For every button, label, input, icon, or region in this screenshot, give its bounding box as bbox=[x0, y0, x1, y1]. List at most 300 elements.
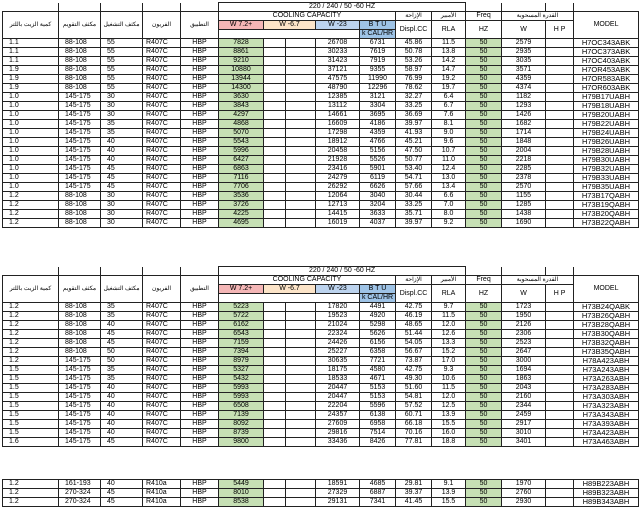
cell-rla: 11.5 bbox=[432, 312, 466, 321]
cell-hz: 50 bbox=[466, 402, 502, 411]
cell-btu: 48790 bbox=[316, 84, 360, 93]
cell-kcal: 5901 bbox=[360, 165, 396, 174]
cell-displ: 57.52 bbox=[396, 402, 432, 411]
cell-evap-temp: 88-108 bbox=[59, 312, 101, 321]
cell-w72: 5722 bbox=[219, 312, 264, 321]
cell-w72: 3726 bbox=[219, 201, 264, 210]
cell-model: H73A463ABH bbox=[574, 438, 639, 447]
cell-oil: 1.2 bbox=[3, 201, 59, 210]
cell-w72: 5993 bbox=[219, 384, 264, 393]
cell-displ: 49.30 bbox=[396, 375, 432, 384]
cell-btu: 24279 bbox=[316, 174, 360, 183]
empty-cell bbox=[264, 111, 286, 120]
empty-cell bbox=[286, 138, 316, 147]
table-row bbox=[3, 138, 639, 147]
cell-hz: 50 bbox=[466, 147, 502, 156]
cell-model: H73A323ABH bbox=[574, 402, 639, 411]
table-row bbox=[3, 480, 639, 489]
cell-w72: 3536 bbox=[219, 192, 264, 201]
cell-hz: 50 bbox=[466, 93, 502, 102]
cell-application: HBP bbox=[181, 321, 219, 330]
empty-cell bbox=[546, 57, 574, 66]
cell-kcal: 6887 bbox=[360, 489, 396, 498]
empty-cell bbox=[286, 102, 316, 111]
cell-w72: 5327 bbox=[219, 366, 264, 375]
cell-displ: 45.21 bbox=[396, 138, 432, 147]
cell-freon: R407C bbox=[143, 120, 181, 129]
cell-oil: 1.6 bbox=[3, 438, 59, 447]
cell-freon: R407C bbox=[143, 357, 181, 366]
cell-oil: 1.0 bbox=[3, 102, 59, 111]
cell-watt: 1690 bbox=[502, 219, 546, 228]
cell-kcal: 11990 bbox=[360, 75, 396, 84]
table-row bbox=[3, 366, 639, 375]
cell-rla: 9.7 bbox=[432, 303, 466, 312]
cell-w72: 6863 bbox=[219, 165, 264, 174]
cell-watt: 1723 bbox=[502, 303, 546, 312]
cell-rla: 9.1 bbox=[432, 480, 466, 489]
empty-cell bbox=[546, 147, 574, 156]
cell-oil: 1.2 bbox=[3, 498, 59, 507]
cell-w72: 14300 bbox=[219, 84, 264, 93]
cell-rla: 18.8 bbox=[432, 438, 466, 447]
voltage-title-2: 220 / 240 / 50 -60 HZ bbox=[219, 267, 466, 276]
empty-cell bbox=[264, 402, 286, 411]
cell-model: H79B20UABH bbox=[574, 111, 639, 120]
cell-freon: R407C bbox=[143, 138, 181, 147]
cell-w72: 8739 bbox=[219, 429, 264, 438]
model-header: MODEL bbox=[574, 12, 639, 39]
cell-hz: 50 bbox=[466, 330, 502, 339]
cell-displ: 54.81 bbox=[396, 393, 432, 402]
empty-cell bbox=[546, 438, 574, 447]
cell-oil: 1.5 bbox=[3, 366, 59, 375]
cell-kcal: 5153 bbox=[360, 384, 396, 393]
cell-hz: 50 bbox=[466, 102, 502, 111]
empty-cell bbox=[264, 357, 286, 366]
cell-kcal: 4920 bbox=[360, 312, 396, 321]
table-row bbox=[3, 201, 639, 210]
cell-w72: 7116 bbox=[219, 174, 264, 183]
cell-displ: 56.67 bbox=[396, 348, 432, 357]
cell-evap-temp: 145-175 bbox=[59, 165, 101, 174]
cell-kcal: 5156 bbox=[360, 147, 396, 156]
table-row bbox=[3, 102, 639, 111]
empty-cell bbox=[546, 348, 574, 357]
oil-header: كمية الزيت باللتر bbox=[3, 12, 59, 39]
cell-freon: R407C bbox=[143, 165, 181, 174]
cell-oil: 1.2 bbox=[3, 357, 59, 366]
cell-model: H73B26QABH bbox=[574, 312, 639, 321]
cell-w72: 8538 bbox=[219, 498, 264, 507]
cell-watt: 2043 bbox=[502, 384, 546, 393]
empty-cell bbox=[286, 210, 316, 219]
table-row bbox=[3, 165, 639, 174]
cell-rla: 13.3 bbox=[432, 339, 466, 348]
table-row bbox=[3, 375, 639, 384]
cell-btu: 21928 bbox=[316, 156, 360, 165]
empty-cell bbox=[264, 480, 286, 489]
cell-model: H79B24UABH bbox=[574, 129, 639, 138]
cell-kcal: 6119 bbox=[360, 174, 396, 183]
cell-hz: 50 bbox=[466, 192, 502, 201]
cell-oil: 1.0 bbox=[3, 129, 59, 138]
empty-cell bbox=[546, 102, 574, 111]
cell-displ: 76.99 bbox=[396, 75, 432, 84]
cell-freon: R407C bbox=[143, 156, 181, 165]
cell-btu: 16019 bbox=[316, 219, 360, 228]
cell-rla: 12.6 bbox=[432, 330, 466, 339]
empty-cell bbox=[286, 321, 316, 330]
cell-btu: 20447 bbox=[316, 384, 360, 393]
cell-oil: 1.0 bbox=[3, 165, 59, 174]
cell-btu: 20447 bbox=[316, 393, 360, 402]
cell-kcal: 7619 bbox=[360, 48, 396, 57]
cell-btu: 31423 bbox=[316, 57, 360, 66]
cell-displ: 30.44 bbox=[396, 192, 432, 201]
cell-freon: R410a bbox=[143, 498, 181, 507]
cell-watt: 2523 bbox=[502, 339, 546, 348]
cell-kcal: 3304 bbox=[360, 102, 396, 111]
cell-freon: R407C bbox=[143, 375, 181, 384]
cell-freon: R407C bbox=[143, 48, 181, 57]
cell-hz: 50 bbox=[466, 357, 502, 366]
cell-oil: 1.2 bbox=[3, 312, 59, 321]
cell-w72: 5543 bbox=[219, 138, 264, 147]
cell-oil: 1.5 bbox=[3, 429, 59, 438]
cell-kcal: 6731 bbox=[360, 39, 396, 48]
table-row bbox=[3, 489, 639, 498]
empty-cell bbox=[264, 147, 286, 156]
cell-w72: 5432 bbox=[219, 375, 264, 384]
table-row bbox=[3, 57, 639, 66]
cell-evap-temp: 145-175 bbox=[59, 156, 101, 165]
cell-freon: R407C bbox=[143, 348, 181, 357]
empty-cell bbox=[286, 411, 316, 420]
cell-application: HBP bbox=[181, 420, 219, 429]
empty-cell bbox=[546, 420, 574, 429]
cell-watt: 4359 bbox=[502, 75, 546, 84]
cell-kcal: 9355 bbox=[360, 66, 396, 75]
cell-oil: 1.5 bbox=[3, 411, 59, 420]
empty-cell bbox=[264, 201, 286, 210]
cell-evap-temp: 145-175 bbox=[59, 411, 101, 420]
cell-rla: 7.6 bbox=[432, 111, 466, 120]
cell-model: H7OR583ABK bbox=[574, 75, 639, 84]
empty-cell bbox=[264, 84, 286, 93]
cell-oil: 1.5 bbox=[3, 393, 59, 402]
cell-hz: 50 bbox=[466, 66, 502, 75]
cell-btu: 23416 bbox=[316, 165, 360, 174]
cell-model: H89B323ABH bbox=[574, 489, 639, 498]
cell-watt: 3010 bbox=[502, 429, 546, 438]
cell-freon: R407C bbox=[143, 411, 181, 420]
cell-rla: 12.4 bbox=[432, 165, 466, 174]
cell-kcal: 7919 bbox=[360, 57, 396, 66]
cell-oil: 1.2 bbox=[3, 330, 59, 339]
cell-btu: 25227 bbox=[316, 348, 360, 357]
cell-w72: 8010 bbox=[219, 489, 264, 498]
cell-cond: 45 bbox=[101, 489, 143, 498]
cell-displ: 33.25 bbox=[396, 102, 432, 111]
cell-w72: 5070 bbox=[219, 129, 264, 138]
cell-hz: 50 bbox=[466, 75, 502, 84]
cell-evap-temp: 88-108 bbox=[59, 66, 101, 75]
cell-application: HBP bbox=[181, 348, 219, 357]
cell-watt: 2459 bbox=[502, 411, 546, 420]
cell-kcal: 3040 bbox=[360, 192, 396, 201]
cell-application: HBP bbox=[181, 111, 219, 120]
cell-cond: 55 bbox=[101, 75, 143, 84]
hp-header: H P bbox=[546, 285, 574, 303]
cell-btu: 22324 bbox=[316, 330, 360, 339]
cell-watt: 1682 bbox=[502, 120, 546, 129]
cell-watt: 1694 bbox=[502, 366, 546, 375]
cell-btu: 26292 bbox=[316, 183, 360, 192]
cell-btu: 13112 bbox=[316, 102, 360, 111]
cell-hz: 50 bbox=[466, 375, 502, 384]
cell-hz: 50 bbox=[466, 411, 502, 420]
cell-hz: 50 bbox=[466, 480, 502, 489]
cell-rla: 13.8 bbox=[432, 48, 466, 57]
cell-application: HBP bbox=[181, 201, 219, 210]
cell-evap-temp: 88-108 bbox=[59, 192, 101, 201]
cell-rla: 12.0 bbox=[432, 321, 466, 330]
cell-cond: 40 bbox=[101, 402, 143, 411]
cell-application: HBP bbox=[181, 339, 219, 348]
cell-hz: 50 bbox=[466, 498, 502, 507]
cell-evap-temp: 88-108 bbox=[59, 339, 101, 348]
cell-watt: 1182 bbox=[502, 93, 546, 102]
w72-header: W 7.2+ bbox=[219, 285, 264, 294]
cell-cond: 40 bbox=[101, 393, 143, 402]
empty-cell bbox=[546, 303, 574, 312]
compressor-table-1 bbox=[2, 2, 639, 228]
cell-watt: 3571 bbox=[502, 66, 546, 75]
cell-displ: 33.25 bbox=[396, 201, 432, 210]
cell-evap-temp: 145-175 bbox=[59, 420, 101, 429]
table-row bbox=[3, 48, 639, 57]
empty-cell bbox=[286, 183, 316, 192]
empty-cell bbox=[286, 39, 316, 48]
cell-kcal: 7721 bbox=[360, 357, 396, 366]
cell-w72: 4868 bbox=[219, 120, 264, 129]
cell-rla: 10.7 bbox=[432, 147, 466, 156]
cell-hz: 50 bbox=[466, 201, 502, 210]
w-header: W bbox=[502, 285, 546, 303]
cell-evap-temp: 145-175 bbox=[59, 393, 101, 402]
cell-freon: R407C bbox=[143, 330, 181, 339]
cell-w72: 7706 bbox=[219, 183, 264, 192]
cell-displ: 36.69 bbox=[396, 111, 432, 120]
empty-cell bbox=[264, 411, 286, 420]
cell-oil: 1.9 bbox=[3, 66, 59, 75]
cell-btu: 29131 bbox=[316, 498, 360, 507]
cell-freon: R407C bbox=[143, 183, 181, 192]
cell-w72: 6162 bbox=[219, 321, 264, 330]
cell-model: H78A423ABH bbox=[574, 357, 639, 366]
cell-cond: 30 bbox=[101, 111, 143, 120]
cell-model: H79B26UABH bbox=[574, 138, 639, 147]
cell-btu: 26708 bbox=[316, 39, 360, 48]
cell-btu: 17820 bbox=[316, 303, 360, 312]
displ-ar-header: الإزاحة bbox=[396, 276, 432, 285]
cell-cond: 55 bbox=[101, 84, 143, 93]
cell-freon: R407C bbox=[143, 420, 181, 429]
cell-rla: 19.2 bbox=[432, 75, 466, 84]
cell-model: H73B32QABH bbox=[574, 339, 639, 348]
cell-btu: 47575 bbox=[316, 75, 360, 84]
cell-model: H73B30QABH bbox=[574, 330, 639, 339]
cell-watt: 1155 bbox=[502, 192, 546, 201]
cell-application: HBP bbox=[181, 192, 219, 201]
cooling-capacity-header: COOLING CAPACITY bbox=[219, 12, 396, 21]
cell-hz: 50 bbox=[466, 393, 502, 402]
cell-application: HBP bbox=[181, 375, 219, 384]
cell-kcal: 6626 bbox=[360, 183, 396, 192]
cell-kcal: 5596 bbox=[360, 402, 396, 411]
cell-btu: 30233 bbox=[316, 48, 360, 57]
cell-cond: 40 bbox=[101, 480, 143, 489]
empty-cell bbox=[286, 165, 316, 174]
cell-rla: 11.0 bbox=[432, 156, 466, 165]
cell-cond: 40 bbox=[101, 321, 143, 330]
cell-rla: 15.5 bbox=[432, 420, 466, 429]
empty-cell bbox=[264, 339, 286, 348]
cell-cond: 30 bbox=[101, 201, 143, 210]
cell-cond: 30 bbox=[101, 93, 143, 102]
cell-btu: 18591 bbox=[316, 480, 360, 489]
empty-cell bbox=[546, 312, 574, 321]
cell-w72: 7159 bbox=[219, 339, 264, 348]
cell-kcal: 5526 bbox=[360, 156, 396, 165]
compressor-table-2 bbox=[2, 266, 639, 447]
empty-cell bbox=[264, 66, 286, 75]
cell-freon: R407C bbox=[143, 93, 181, 102]
cell-hz: 50 bbox=[466, 174, 502, 183]
empty-cell bbox=[264, 393, 286, 402]
cell-hz: 50 bbox=[466, 48, 502, 57]
cell-application: HBP bbox=[181, 39, 219, 48]
cell-watt: 2306 bbox=[502, 330, 546, 339]
cell-kcal: 6156 bbox=[360, 339, 396, 348]
cell-cond: 45 bbox=[101, 339, 143, 348]
cell-displ: 70.16 bbox=[396, 429, 432, 438]
cell-displ: 35.71 bbox=[396, 210, 432, 219]
empty-cell bbox=[286, 111, 316, 120]
cell-oil: 1.2 bbox=[3, 321, 59, 330]
cell-model: H79B18UABH bbox=[574, 102, 639, 111]
cell-model: H79B17UABH bbox=[574, 93, 639, 102]
cell-freon: R407C bbox=[143, 366, 181, 375]
empty-cell bbox=[264, 438, 286, 447]
cell-model: H73B28QABH bbox=[574, 321, 639, 330]
table-row bbox=[3, 438, 639, 447]
cell-oil: 1.1 bbox=[3, 39, 59, 48]
cell-w72: 7139 bbox=[219, 411, 264, 420]
cell-watt: 1848 bbox=[502, 138, 546, 147]
empty-cell bbox=[264, 210, 286, 219]
empty-cell bbox=[264, 348, 286, 357]
cell-freon: R407C bbox=[143, 339, 181, 348]
cell-kcal: 4359 bbox=[360, 129, 396, 138]
cell-watt: 3000 bbox=[502, 357, 546, 366]
cell-hz: 50 bbox=[466, 156, 502, 165]
displ-ar-header: الإزاحة bbox=[396, 12, 432, 21]
cell-oil: 1.0 bbox=[3, 183, 59, 192]
cell-model: H89B223ABH bbox=[574, 480, 639, 489]
cell-btu: 12713 bbox=[316, 201, 360, 210]
cell-oil: 1.2 bbox=[3, 303, 59, 312]
cell-evap-temp: 270-324 bbox=[59, 498, 101, 507]
empty-cell bbox=[286, 156, 316, 165]
cell-kcal: 4766 bbox=[360, 138, 396, 147]
cell-watt: 1285 bbox=[502, 201, 546, 210]
empty-cell bbox=[546, 138, 574, 147]
table-row bbox=[3, 498, 639, 507]
cell-evap-temp: 145-175 bbox=[59, 438, 101, 447]
cell-watt: 2917 bbox=[502, 420, 546, 429]
cell-rla: 8.0 bbox=[432, 210, 466, 219]
w72-header: W 7.2+ bbox=[219, 21, 264, 30]
power-ar-header: القدرة المسحوبة bbox=[502, 12, 574, 21]
cell-model: H73B22QABH bbox=[574, 219, 639, 228]
cell-rla: 9.0 bbox=[432, 129, 466, 138]
cell-application: HBP bbox=[181, 66, 219, 75]
cell-hz: 50 bbox=[466, 39, 502, 48]
cell-watt: 2378 bbox=[502, 174, 546, 183]
table-row bbox=[3, 75, 639, 84]
cell-application: HBP bbox=[181, 303, 219, 312]
cell-watt: 2570 bbox=[502, 183, 546, 192]
cell-watt: 2004 bbox=[502, 147, 546, 156]
cell-kcal: 8426 bbox=[360, 438, 396, 447]
cell-freon: R407C bbox=[143, 84, 181, 93]
cell-freon: R407C bbox=[143, 429, 181, 438]
displ-header: Displ.CC bbox=[396, 21, 432, 39]
cell-cond: 45 bbox=[101, 165, 143, 174]
cell-w72: 5993 bbox=[219, 393, 264, 402]
empty-cell bbox=[546, 489, 574, 498]
cell-watt: 1438 bbox=[502, 210, 546, 219]
cell-freon: R407C bbox=[143, 321, 181, 330]
cell-displ: 51.44 bbox=[396, 330, 432, 339]
cell-cond: 50 bbox=[101, 357, 143, 366]
cell-model: H79B35UABH bbox=[574, 183, 639, 192]
cell-kcal: 6358 bbox=[360, 348, 396, 357]
cell-kcal: 6958 bbox=[360, 420, 396, 429]
cell-rla: 9.6 bbox=[432, 138, 466, 147]
table-row bbox=[3, 321, 639, 330]
cell-freon: R407C bbox=[143, 393, 181, 402]
cell-oil: 1.0 bbox=[3, 120, 59, 129]
empty-cell bbox=[286, 66, 316, 75]
cell-w72: 6508 bbox=[219, 402, 264, 411]
cell-cond: 55 bbox=[101, 39, 143, 48]
cell-evap-temp: 145-175 bbox=[59, 375, 101, 384]
empty-cell bbox=[264, 366, 286, 375]
cell-application: HBP bbox=[181, 498, 219, 507]
cell-kcal: 3121 bbox=[360, 93, 396, 102]
cell-btu: 20458 bbox=[316, 147, 360, 156]
cell-kcal: 4671 bbox=[360, 375, 396, 384]
cell-evap-temp: 145-175 bbox=[59, 93, 101, 102]
cell-oil: 1.0 bbox=[3, 174, 59, 183]
empty-cell bbox=[264, 312, 286, 321]
w23-header: W -23 bbox=[316, 285, 360, 294]
cell-freon: R407C bbox=[143, 219, 181, 228]
empty-cell bbox=[546, 393, 574, 402]
